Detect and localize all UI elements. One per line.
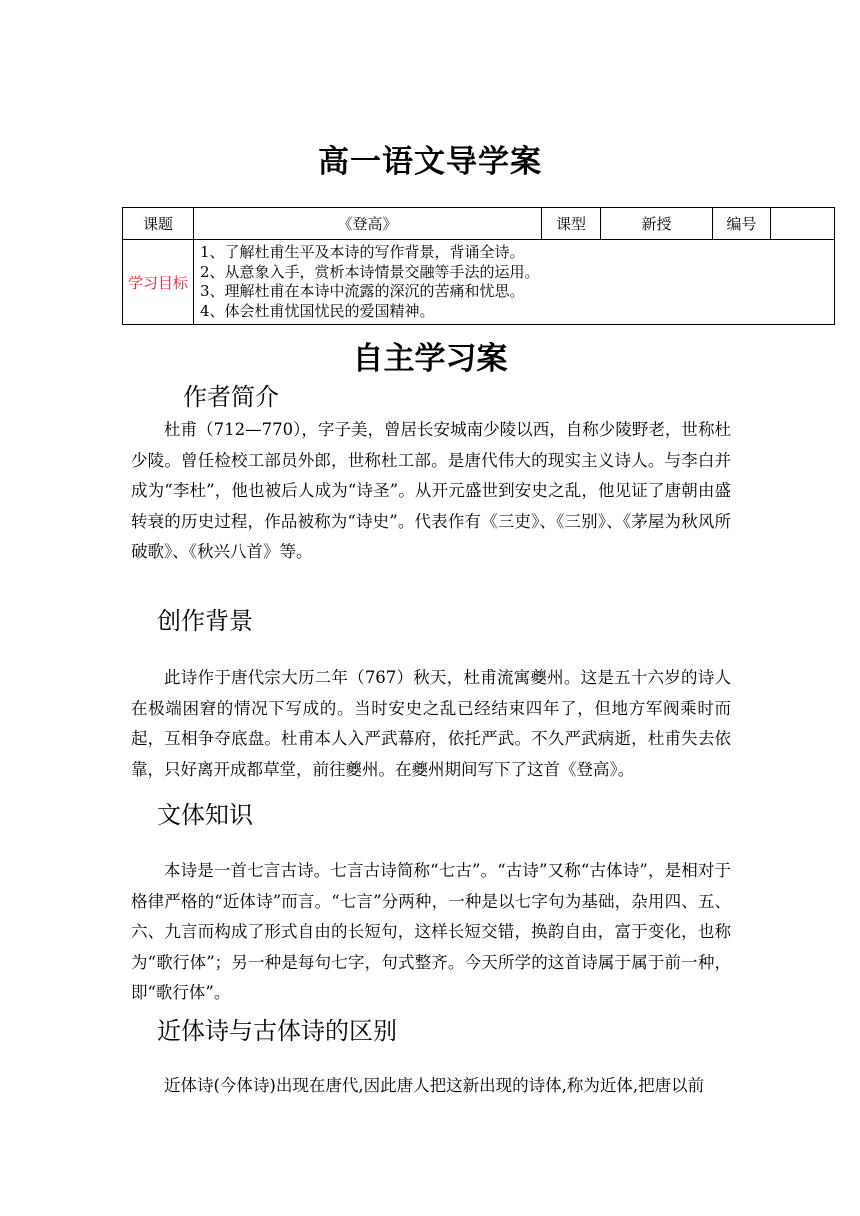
document-title: 高一语文导学案 <box>318 144 542 180</box>
info-table <box>122 207 835 325</box>
heading-author: 作者简介 <box>183 383 279 411</box>
heading-background: 创作背景 <box>157 607 253 635</box>
number-value <box>771 208 835 240</box>
paragraph-author: 杜甫（712—770），字子美，曾居长安城南少陵以西，自称少陵野老，世称杜少陵。曾任检校工部员外郎，世称杜工部。是唐代伟大的现实主义诗人。与李白并成为“李杜”，他也被后人成为“诗圣”。从开元盛世到安史之乱，他见证了唐朝由盛转衰的历史过程，作品被称为“诗史”。代表作有《三吏》、《三别》、《茅屋为秋风所破歌》、《秋兴八首》等。 <box>131 420 731 561</box>
topic-value: 《登高》 <box>194 208 542 240</box>
goal-item: 3、理解杜甫在本诗中流露的深沉的苦痛和忧思。 <box>200 282 525 300</box>
goals-list <box>194 240 835 325</box>
goal-item: 1、了解杜甫生平及本诗的写作背景，背诵全诗。 <box>200 243 525 261</box>
type-value: 新授 <box>601 208 713 240</box>
paragraph-background: 此诗作于唐代宗大历二年（767）秋天，杜甫流寓夔州。这是五十六岁的诗人在极端困窘的情况下写成的。当时安史之乱已经结束四年了，但地方军阀乘时而起，互相争夺底盘。杜甫本人入严武幕府，依托严武。不久严武病逝，杜甫失去依靠，只好离开成都草堂，前往夔州。在夔州期间写下了这首《登高》。 <box>131 668 731 779</box>
type-label: 课型 <box>542 208 601 240</box>
goal-item: 2、从意象入手，赏析本诗情景交融等手法的运用。 <box>200 262 540 281</box>
paragraph-difference: 近体诗(今体诗)出现在唐代,因此唐人把这新出现的诗体,称为近体,把唐以前 <box>164 1076 705 1095</box>
paragraph-genre: 本诗是一首七言古诗。七言古诗简称“七古”。“古诗”又称“古体诗”，是相对于格律严格的“近体诗”而言。“七言”分两种，一种是以七字句为基础，杂用四、五、六、九言而构成了形式自由的长短句，这样长短交错，换韵自由，富于变化，也称为“歌行体”；另一种是每句七字，句式整齐。今天所学的这首诗属于属于前一种，即“歌行体”。 <box>131 861 731 1002</box>
topic-label: 课题 <box>123 208 194 240</box>
goals-label: 学习目标 <box>123 240 194 325</box>
heading-genre: 文体知识 <box>157 801 253 829</box>
section-title-self-study: 自主学习案 <box>352 341 508 377</box>
goal-item: 4、体会杜甫忧国忧民的爱国精神。 <box>200 301 435 320</box>
heading-difference: 近体诗与古体诗的区别 <box>157 1017 397 1045</box>
number-label: 编号 <box>713 208 771 240</box>
